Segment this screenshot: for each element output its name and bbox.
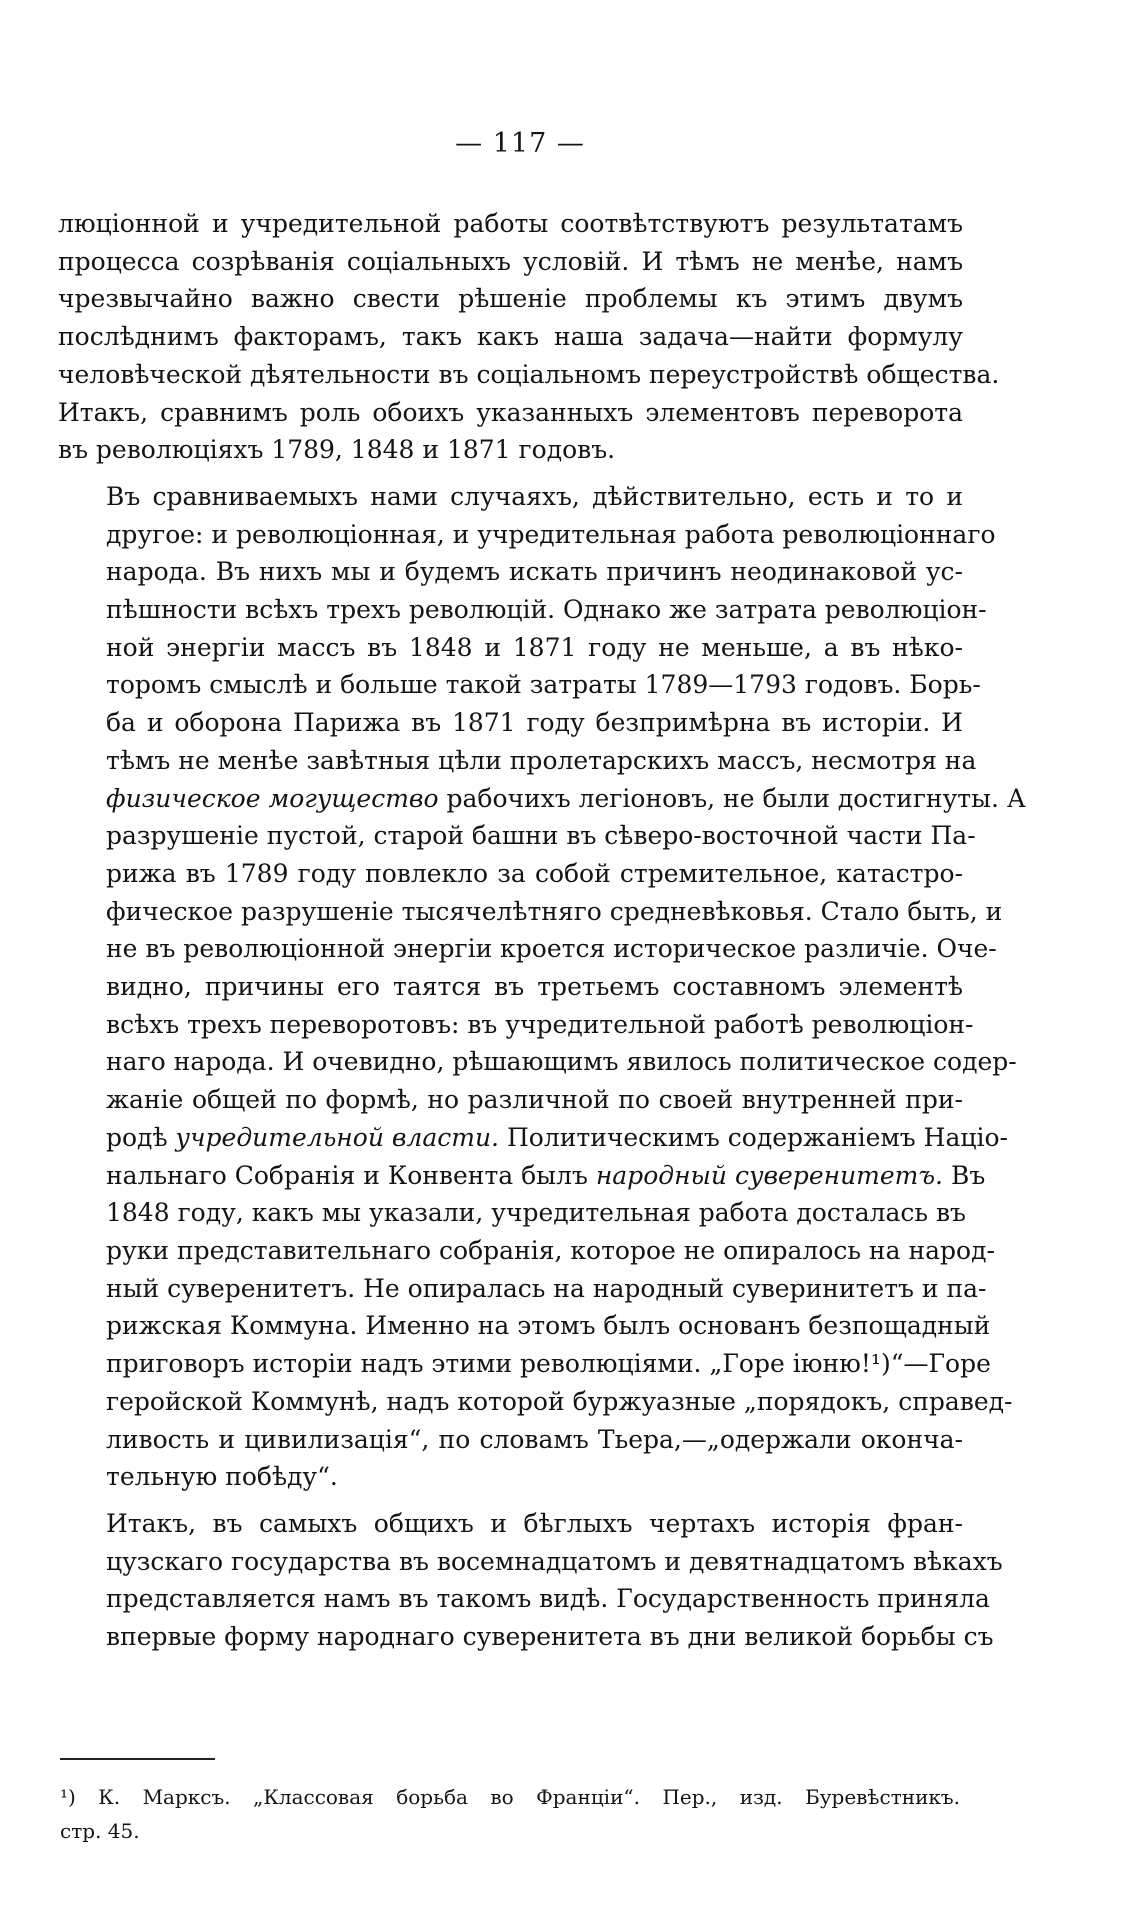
text-line: цузскаго государства въ восемнадцатомъ и девятнадцатомъ вѣкахъ: [106, 1546, 1003, 1576]
text-line: человѣческой дѣятельности въ соціальномъ переустройствѣ общества.: [58, 359, 1000, 389]
emphasis-text: физическое могущество: [106, 783, 439, 813]
text-line: процесса созрѣванія соціальныхъ условій. И тѣмъ не менѣе, намъ: [58, 246, 963, 276]
text-line: разрушеніе пустой, старой башни въ сѣверо-восточной части Па-: [106, 821, 976, 851]
text-line: послѣднимъ факторамъ, такъ какъ наша задача—найти формулу: [58, 322, 963, 352]
text-line: Въ сравниваемыхъ нами случаяхъ, дѣйствительно, есть и то и: [106, 481, 963, 511]
text-line: приговоръ исторіи надъ этими революціями. „Горе іюню!¹)“—Горе: [106, 1349, 991, 1379]
text-line: люціонной и учредительной работы соотвѣтствуютъ результатамъ: [58, 209, 963, 238]
text-line: Итакъ, въ самыхъ общихъ и бѣглыхъ чертахъ исторія фран-: [106, 1508, 963, 1538]
text-line: жаніе общей по формѣ, но различной по своей внутренней при-: [106, 1085, 963, 1115]
paragraph: [58, 478, 1026, 1496]
text-line: рижа въ 1789 году повлекло за собой стремительное, катастро-: [106, 858, 963, 888]
text-line: не въ революціонной энергіи кроется историческое различіе. Оче-: [106, 934, 997, 964]
text-line: пѣшности всѣхъ трехъ революцій. Однако же затрата революціон-: [106, 595, 987, 625]
text-line: ба и оборона Парижа въ 1871 году безпримѣрна въ исторіи. И: [106, 708, 963, 738]
text-line: нальнаго Собранія и Конвента былъ народный суверенитетъ. Въ: [106, 1160, 986, 1190]
emphasis-text: учредительной власти.: [175, 1122, 500, 1152]
text-line: всѣхъ трехъ переворотовъ: въ учредительной работѣ революціон-: [106, 1009, 974, 1039]
text-line: торомъ смыслѣ и больше такой затраты 1789—1793 годовъ. Борь-: [106, 670, 981, 700]
text-line: другое: и революціонная, и учредительная работа революціоннаго: [106, 519, 996, 549]
text-line: родѣ учредительной власти. Политическимъ содержаніемъ Націо-: [106, 1122, 1008, 1152]
text-line: геройской Коммунѣ, надъ которой буржуазные „порядокъ, справед-: [106, 1386, 1013, 1416]
text-line: тѣмъ не менѣе завѣтныя цѣли пролетарскихъ массъ, несмотря на: [106, 745, 977, 775]
text-line: народа. Въ нихъ мы и будемъ искать причинъ неодинаковой ус-: [106, 557, 963, 587]
text-line: ливость и цивилизація“, по словамъ Тьера,—„одержали оконча-: [106, 1424, 963, 1454]
emphasis-text: народный суверенитетъ.: [595, 1160, 943, 1190]
body-text: [58, 205, 1026, 1656]
text-line: представляется намъ въ такомъ видѣ. Государственность приняла: [106, 1584, 990, 1614]
text-line: 1848 году, какъ мы указали, учредительная работа досталась въ: [106, 1198, 966, 1228]
paragraph: [58, 1505, 1003, 1656]
footnote-line: ¹) К. Марксъ. „Классовая борьба во Франціи“. Пер., изд. Буревѣстникъ.: [60, 1785, 960, 1809]
text-line: фическое разрушеніе тысячелѣтняго средневѣковья. Стало быть, и: [106, 896, 1003, 926]
footnote-line: стр. 45.: [60, 1819, 140, 1843]
text-line: наго народа. И очевидно, рѣшающимъ явилось политическое содер-: [106, 1047, 1017, 1077]
paragraph: [58, 205, 1000, 469]
text-line: физическое могущество рабочихъ легіоновъ, не были достигнуты. А: [106, 783, 1026, 813]
text-line: ной энергіи массъ въ 1848 и 1871 году не меньше, а въ нѣко-: [106, 632, 963, 662]
text-line: рижская Коммуна. Именно на этомъ былъ основанъ безпощадный: [106, 1311, 991, 1341]
text-line: тельную побѣду“.: [106, 1462, 338, 1492]
text-line: ный суверенитетъ. Не опиралась на народный суверинитетъ и па-: [106, 1273, 987, 1303]
footnote-divider: [60, 1758, 215, 1760]
text-line: впервые форму народнаго суверенитета въ дни великой борьбы съ: [106, 1622, 994, 1652]
text-line: чрезвычайно важно свести рѣшеніе проблемы къ этимъ двумъ: [58, 284, 963, 314]
text-line: руки представительнаго собранія, которое не опиралось на народ-: [106, 1235, 995, 1265]
text-line: видно, причины его таятся въ третьемъ составномъ элементѣ: [106, 972, 963, 1002]
text-line: въ революціяхъ 1789, 1848 и 1871 годовъ.: [58, 435, 616, 465]
text-line: Итакъ, сравнимъ роль обоихъ указанныхъ элементовъ переворота: [58, 397, 963, 427]
page-number: — 117 —: [455, 128, 585, 159]
footnote: [60, 1780, 960, 1848]
